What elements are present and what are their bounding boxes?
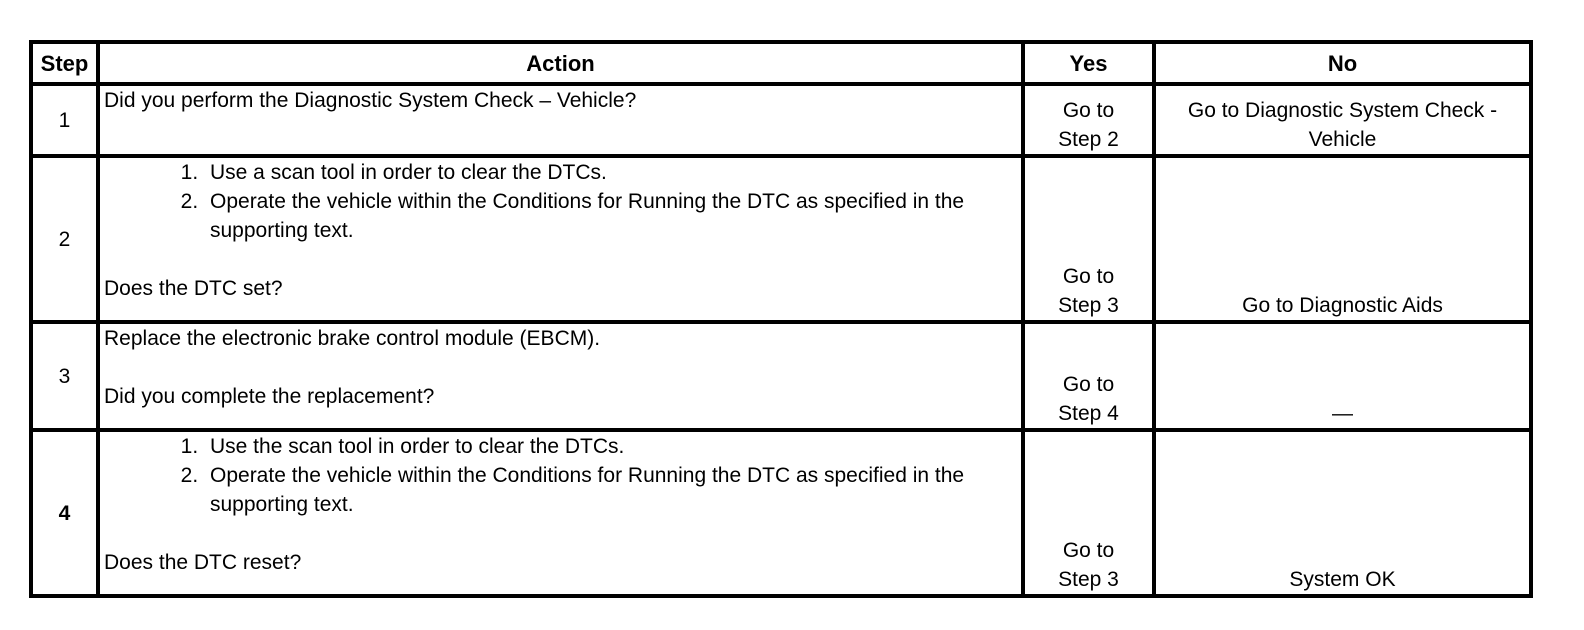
action-text: Replace the electronic brake control module (EBCM). — [104, 327, 601, 350]
no-cell — [1154, 322, 1531, 430]
no-line-1: System OK — [1289, 568, 1396, 591]
action-cell — [98, 84, 1023, 156]
table-row — [31, 430, 1531, 596]
yes-line-2: Step 4 — [1058, 402, 1119, 425]
step-number: 1 — [31, 84, 98, 156]
yes-line-1: Go to — [1062, 99, 1115, 122]
table-row — [31, 322, 1531, 430]
header-yes: Yes — [1023, 42, 1154, 84]
substep-item: 2. Operate the vehicle within the Conditions for Running the DTC as specified in the supporting text. — [204, 461, 1017, 519]
yes-line-1: Go to — [1062, 265, 1115, 288]
substep-item: 2. Operate the vehicle within the Conditions for Running the DTC as specified in the supporting text. — [204, 187, 1017, 245]
action-cell — [98, 322, 1023, 430]
yes-line-2: Step 3 — [1058, 294, 1119, 317]
action-question: Did you complete the replacement? — [104, 385, 435, 408]
header-row — [31, 42, 1531, 84]
yes-cell — [1023, 430, 1154, 596]
action-cell — [98, 430, 1023, 596]
no-cell — [1154, 156, 1531, 322]
yes-cell — [1023, 322, 1154, 430]
action-cell — [98, 156, 1023, 322]
no-cell — [1154, 430, 1531, 596]
diagnostic-table — [29, 40, 1533, 598]
step-number: 2 — [31, 156, 98, 322]
yes-line-1: Go to — [1062, 373, 1115, 396]
yes-line-2: Step 2 — [1058, 128, 1119, 151]
header-no: No — [1154, 42, 1531, 84]
yes-line-2: Step 3 — [1058, 568, 1119, 591]
no-line-1: Go to Diagnostic System Check - — [1187, 99, 1498, 122]
yes-cell — [1023, 156, 1154, 322]
action-text: Did you perform the Diagnostic System Check – Vehicle? — [104, 89, 637, 112]
header-action: Action — [98, 42, 1023, 84]
substep-item: 1. Use the scan tool in order to clear the DTCs. — [204, 432, 1017, 461]
no-line-1: Go to Diagnostic Aids — [1242, 294, 1443, 317]
substep-item: 1. Use a scan tool in order to clear the DTCs. — [204, 158, 1017, 187]
action-question: Does the DTC set? — [104, 277, 283, 300]
substep-list — [104, 432, 1017, 519]
no-cell — [1154, 84, 1531, 156]
yes-line-1: Go to — [1062, 539, 1115, 562]
action-question: Does the DTC reset? — [104, 551, 302, 574]
header-step: Step — [31, 42, 98, 84]
no-line-1: — — [1332, 402, 1353, 425]
step-number: 4 — [31, 430, 98, 596]
no-line-2: Vehicle — [1308, 128, 1377, 151]
step-number: 3 — [31, 322, 98, 430]
table-row — [31, 156, 1531, 322]
substep-list — [104, 158, 1017, 245]
yes-cell — [1023, 84, 1154, 156]
table-row — [31, 84, 1531, 156]
